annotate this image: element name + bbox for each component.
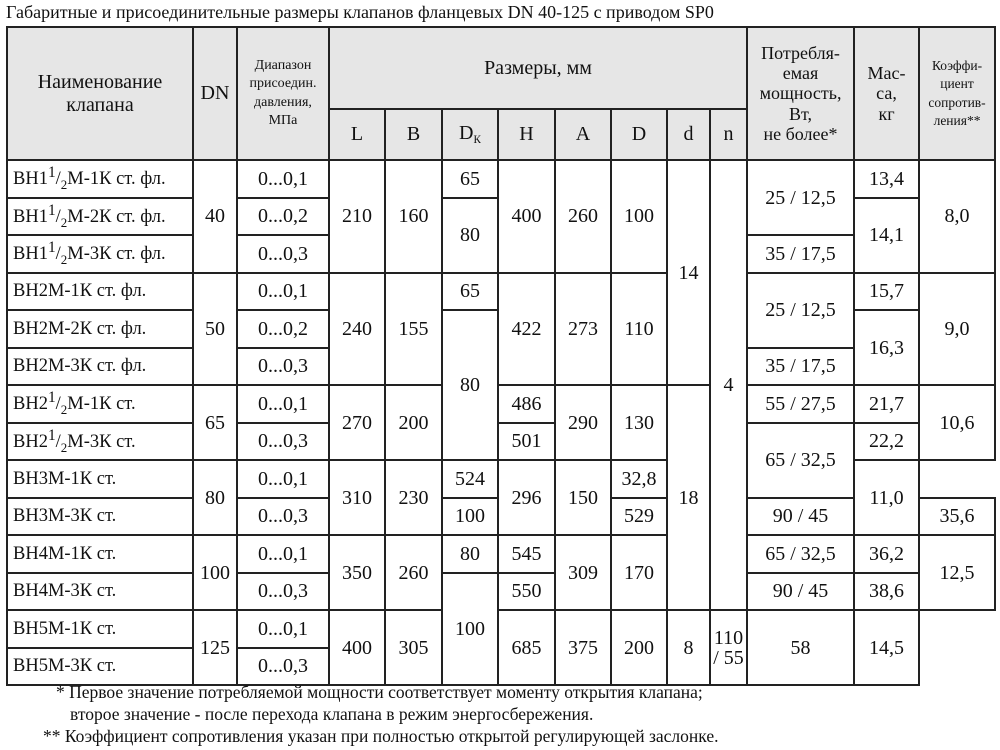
valve-name: ВН2М-2К ст. фл. xyxy=(7,310,193,348)
n-cell: 4 xyxy=(710,160,747,610)
A-cell: 290 xyxy=(555,385,611,460)
B-cell: 230 xyxy=(385,460,442,535)
L-cell: 240 xyxy=(329,273,385,386)
B-cell: 305 xyxy=(385,610,442,685)
header-L: L xyxy=(329,109,385,160)
D-cell: 130 xyxy=(611,385,667,460)
power-cell: 110 / 55 xyxy=(710,610,747,685)
header-Dk: $D_К$ xyxy=(442,109,498,160)
H-cell: 545 xyxy=(498,535,555,573)
footnote-1-line-2: второе значение - после перехода клапана в режим энергосбережения. xyxy=(70,704,594,724)
mass-cell: 15,7 xyxy=(854,273,919,311)
mass-cell: 36,2 xyxy=(854,535,919,573)
header-power: Потребля- емая мощность, Вт, не более* xyxy=(747,27,854,160)
L-cell: 350 xyxy=(329,535,385,610)
L-cell: 310 xyxy=(329,460,385,535)
power-cell: 35 / 17,5 xyxy=(747,235,854,273)
H-cell: 550 xyxy=(498,573,555,611)
Dk-cell: 65 xyxy=(442,160,498,198)
dn-cell: 65 xyxy=(193,385,237,460)
header-D: D xyxy=(611,109,667,160)
Dk-cell: 80 xyxy=(442,310,498,460)
H-cell: 529 xyxy=(611,498,667,536)
A-cell: 296 xyxy=(498,460,555,535)
pressure-cell: 0...0,1 xyxy=(237,610,329,648)
dn-cell: 125 xyxy=(193,610,237,685)
Dk-cell: 80 xyxy=(442,535,498,573)
A-cell: 273 xyxy=(555,273,611,386)
d-cell: 14 xyxy=(667,160,710,385)
valve-name: ВН5М-3К ст. xyxy=(7,648,193,686)
valve-name: ВН4М-3К ст. xyxy=(7,573,193,611)
pressure-cell: 0...0,3 xyxy=(237,348,329,386)
n-cell: 8 xyxy=(667,610,710,685)
mass-cell: 38,6 xyxy=(854,573,919,611)
header-A: A xyxy=(555,109,611,160)
valve-name: $ВН2^1/_2М-3К$ ст. xyxy=(7,423,193,461)
pressure-cell: 0...0,1 xyxy=(237,273,329,311)
pressure-cell: 0...0,1 xyxy=(237,385,329,423)
dn-cell: 50 xyxy=(193,273,237,386)
mass-cell: 35,6 xyxy=(919,498,995,536)
B-cell: 155 xyxy=(385,273,442,386)
valve-name: $ВН1^1/_2М-3К$ ст. фл. xyxy=(7,235,193,273)
H-cell: 400 xyxy=(498,160,555,273)
footnote-2: ** Коэффициент сопротивления указан при полностью открытой регулирующей заслонке. xyxy=(43,726,719,746)
valve-name: $ВН1^1/_2М-1К$ ст. фл. xyxy=(7,160,193,198)
pressure-cell: 0...0,1 xyxy=(237,535,329,573)
pressure-cell: 0...0,3 xyxy=(237,235,329,273)
valve-name: ВН5М-1К ст. xyxy=(7,610,193,648)
Dk-cell: 80 xyxy=(442,198,498,273)
valve-name: ВН2М-3К ст. фл. xyxy=(7,348,193,386)
coefficient-cell: 12,5 xyxy=(919,535,995,610)
D-cell: 200 xyxy=(611,610,667,685)
power-cell: 55 / 27,5 xyxy=(747,385,854,423)
table-row xyxy=(7,160,995,198)
pressure-cell: 0...0,3 xyxy=(237,573,329,611)
Dk-cell: 100 xyxy=(442,498,498,536)
pressure-cell: 0...0,2 xyxy=(237,310,329,348)
header-H: H xyxy=(498,109,555,160)
table-row xyxy=(7,423,995,461)
pressure-cell: 0...0,3 xyxy=(237,648,329,686)
H-cell: 501 xyxy=(498,423,555,461)
header-name: Наименование клапана xyxy=(7,27,193,160)
power-cell: 90 / 45 xyxy=(747,498,854,536)
table-row xyxy=(7,610,995,648)
mass-cell: 13,4 xyxy=(854,160,919,198)
table-row xyxy=(7,385,995,423)
mass-cell: 22,2 xyxy=(854,423,919,461)
mass-cell: 58 xyxy=(747,610,854,685)
footnotes xyxy=(43,681,719,747)
D-cell: 110 xyxy=(611,273,667,386)
coefficient-cell: 14,5 xyxy=(854,610,919,685)
table-row xyxy=(7,273,995,311)
header-sizes: Размеры, мм xyxy=(329,27,747,109)
header-pressure: Диапазон присоедин. давления, МПа xyxy=(237,27,329,160)
power-cell: 35 / 17,5 xyxy=(747,348,854,386)
header-coefficient: Коэффи- циент сопротив- ления** xyxy=(919,27,995,160)
power-cell: 25 / 12,5 xyxy=(747,273,854,348)
mass-cell: 21,7 xyxy=(854,385,919,423)
coefficient-cell: 11,0 xyxy=(854,460,919,535)
pressure-cell: 0...0,2 xyxy=(237,198,329,236)
dn-cell: 80 xyxy=(193,460,237,535)
mass-cell: 32,8 xyxy=(611,460,667,498)
mass-cell: 14,1 xyxy=(854,198,919,273)
coefficient-cell: 8,0 xyxy=(919,160,995,273)
H-cell: 486 xyxy=(498,385,555,423)
power-cell: 65 / 32,5 xyxy=(747,535,854,573)
valve-name: ВН3М-3К ст. xyxy=(7,498,193,536)
D-cell: 170 xyxy=(611,535,667,610)
B-cell: 160 xyxy=(385,160,442,273)
pressure-cell: 0...0,3 xyxy=(237,423,329,461)
A-cell: 309 xyxy=(555,535,611,610)
L-cell: 270 xyxy=(329,385,385,460)
L-cell: 210 xyxy=(329,160,385,273)
header-dn: DN xyxy=(193,27,237,160)
A-cell: 375 xyxy=(555,610,611,685)
dn-cell: 40 xyxy=(193,160,237,273)
header-B: B xyxy=(385,109,442,160)
B-cell: 200 xyxy=(385,385,442,460)
H-cell: 524 xyxy=(442,460,498,498)
pressure-cell: 0...0,3 xyxy=(237,498,329,536)
valve-name: $ВН1^1/_2М-2К$ ст. фл. xyxy=(7,198,193,236)
H-cell: 685 xyxy=(498,610,555,685)
mass-cell: 16,3 xyxy=(854,310,919,385)
valve-name: $ВН2^1/_2М-1К$ ст. xyxy=(7,385,193,423)
dimensions-table xyxy=(6,26,996,686)
A-cell: 260 xyxy=(555,160,611,273)
power-cell: 90 / 45 xyxy=(747,573,854,611)
valve-name: ВН4М-1К ст. xyxy=(7,535,193,573)
D-cell: 150 xyxy=(555,460,611,535)
power-cell: 25 / 12,5 xyxy=(747,160,854,235)
pressure-cell: 0...0,1 xyxy=(237,160,329,198)
power-cell: 65 / 32,5 xyxy=(747,423,854,498)
header-d: d xyxy=(667,109,710,160)
valve-name: ВН2М-1К ст. фл. xyxy=(7,273,193,311)
page-title: Габаритные и присоединительные размеры клапанов фланцевых DN 40-125 с приводом SP0 xyxy=(6,2,714,22)
H-cell: 422 xyxy=(498,273,555,386)
header-n: n xyxy=(710,109,747,160)
footnote-1-line-1: * Первое значение потребляемой мощности соответствует моменту открытия клапана; xyxy=(56,682,703,702)
valve-name: ВН3М-1К ст. xyxy=(7,460,193,498)
table-row xyxy=(7,573,995,611)
D-cell: 100 xyxy=(611,160,667,273)
Dk-cell: 100 xyxy=(442,573,498,686)
Dk-cell: 65 xyxy=(442,273,498,311)
pressure-cell: 0...0,1 xyxy=(237,460,329,498)
L-cell: 400 xyxy=(329,610,385,685)
header-mass: Мас- са, кг xyxy=(854,27,919,160)
d-cell: 18 xyxy=(667,385,710,610)
dn-cell: 100 xyxy=(193,535,237,610)
coefficient-cell: 10,6 xyxy=(919,385,995,460)
B-cell: 260 xyxy=(385,535,442,610)
coefficient-cell: 9,0 xyxy=(919,273,995,386)
table-row xyxy=(7,535,995,573)
